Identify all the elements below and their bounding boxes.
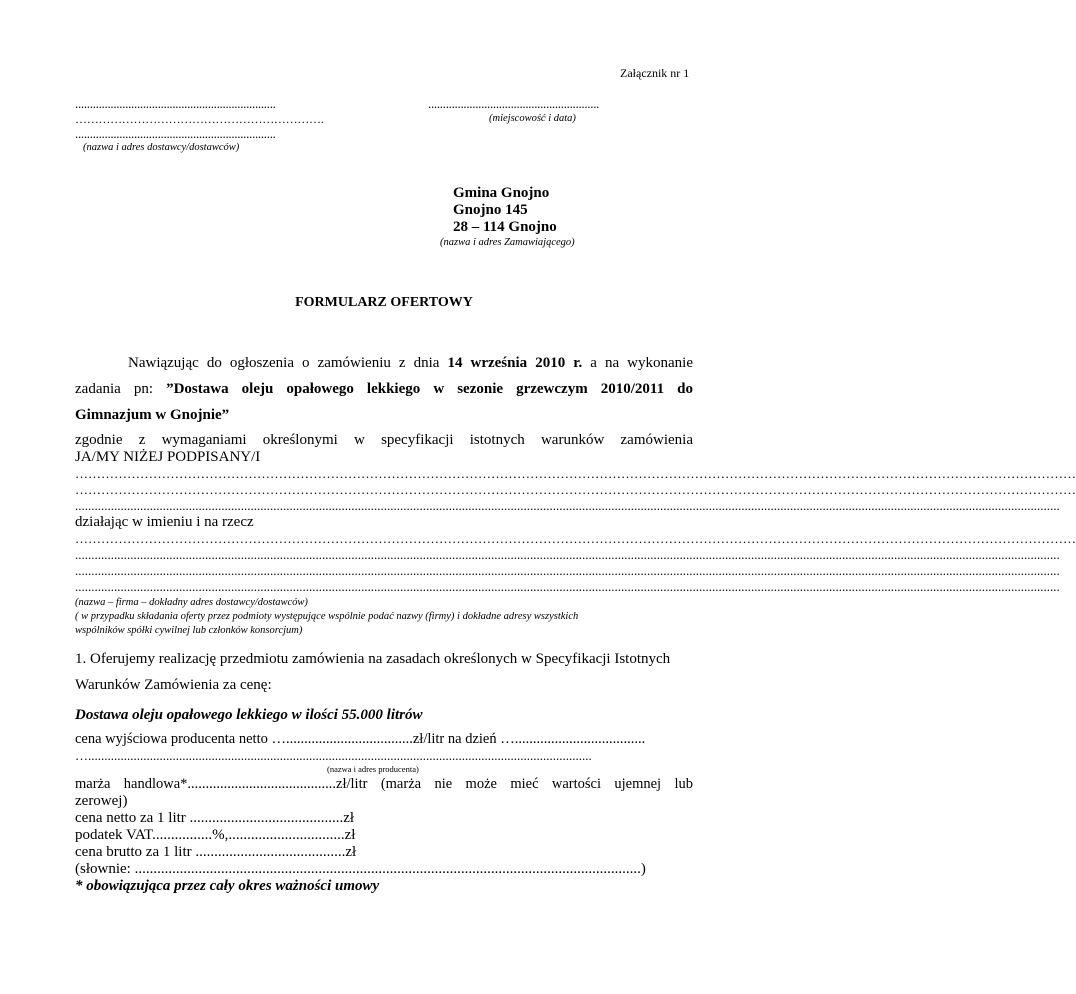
- company-line-4: ...............................................................................................................................................................................................................................................................................................................: [75, 579, 1060, 594]
- company-caption-2: ( w przypadku składania oferty przez podmioty występujące wspólnie podać nazwy (firmy) i dokładne adresy wszystkich: [75, 611, 579, 622]
- supplier-caption: (nazwa i adres dostawcy/dostawców): [83, 142, 240, 153]
- producer-caption: (nazwa i adres producenta): [327, 764, 419, 774]
- place-date-line: ..........................................................: [428, 96, 600, 111]
- delivery-title: Dostawa oleju opałowego lekkiego w ilości 55.000 litrów: [75, 707, 423, 723]
- company-line-3: ...............................................................................................................................................................................................................................................................................................................: [75, 563, 1060, 578]
- recipient-caption: (nazwa i adres Zamawiającego): [440, 237, 575, 248]
- attachment-label: Załącznik nr 1: [620, 66, 690, 80]
- form-title: FORMULARZ OFERTOWY: [295, 295, 473, 310]
- recipient-city: 28 – 114 Gnojno: [453, 219, 557, 235]
- supplier-line-2: ……………………………………………………….: [75, 112, 324, 126]
- recipient-name: Gmina Gnojno: [453, 185, 550, 201]
- signatories-line-2: ……………………………………………………………………………………………………………………………………………………………………………………………………………: [75, 482, 1076, 497]
- base-price-line: cena wyjściowa producenta netto …...................................zł/litr na dzień …....................................: [75, 731, 646, 747]
- company-caption-1: (nazwa – firma – dokładny adres dostawcy/dostawców): [75, 597, 308, 608]
- supplier-line-1: ....................................................................: [75, 96, 276, 111]
- intro-line-4: zgodnie z wymaganiami określonymi w specyfikacji istotnych warunków zamówienia: [75, 432, 693, 448]
- acting-on-behalf-label: działając w imieniu i na rzecz: [75, 514, 254, 530]
- company-line-1: ……………………………………………………………………………………………………………………………………………………………………………………………………………: [75, 531, 1076, 546]
- base-price-continuation: …...........................................................................................................................................................: [75, 748, 592, 763]
- footnote: * obowiązująca przez cały okres ważności umowy: [75, 878, 380, 894]
- offer-line-1: 1. Oferujemy realizację przedmiotu zamówienia na zasadach określonych w Specyfikacji Istotnych: [75, 651, 671, 667]
- gross-price-line: cena brutto za 1 litr ........................................zł: [75, 844, 357, 860]
- signatories-heading: JA/MY NIŻEJ PODPISANY/I: [75, 449, 261, 465]
- intro-line-1: Nawiązując do ogłoszenia o zamówieniu z dnia 14 września 2010 r. a na wykonanie: [128, 355, 693, 371]
- intro-line-3: Gimnazjum w Gnojnie”: [75, 407, 230, 423]
- net-price-line: cena netto za 1 litr .........................................zł: [75, 810, 355, 826]
- offer-line-2: Warunków Zamówienia za cenę:: [75, 677, 272, 693]
- signatories-line-3: ...............................................................................................................................................................................................................................................................................................................: [75, 498, 1060, 513]
- signatories-line-1: ……………………………………………………………………………………………………………………………………………………………………………………………………………: [75, 466, 1076, 481]
- place-date-caption: (miejscowość i data): [489, 113, 576, 124]
- vat-line: podatek VAT................%,...............................zł: [75, 827, 356, 843]
- margin-line-cont: zerowej): [75, 793, 128, 809]
- company-caption-3: wspólników spółki cywilnej lub członków konsorcjum): [75, 625, 303, 636]
- in-words-line: (słownie: .......................................................................................................................................): [75, 861, 646, 877]
- margin-line: marża handlowa*.........................................zł/litr (marża nie może mieć wartości ujemnej lub: [75, 776, 693, 792]
- supplier-line-3: ....................................................................: [75, 126, 276, 141]
- intro-line-2: zadania pn: ”Dostawa oleju opałowego lekkiego w sezonie grzewczym 2010/2011 do: [75, 381, 694, 397]
- recipient-street: Gnojno 145: [453, 202, 528, 218]
- company-line-2: ...............................................................................................................................................................................................................................................................................................................: [75, 547, 1060, 562]
